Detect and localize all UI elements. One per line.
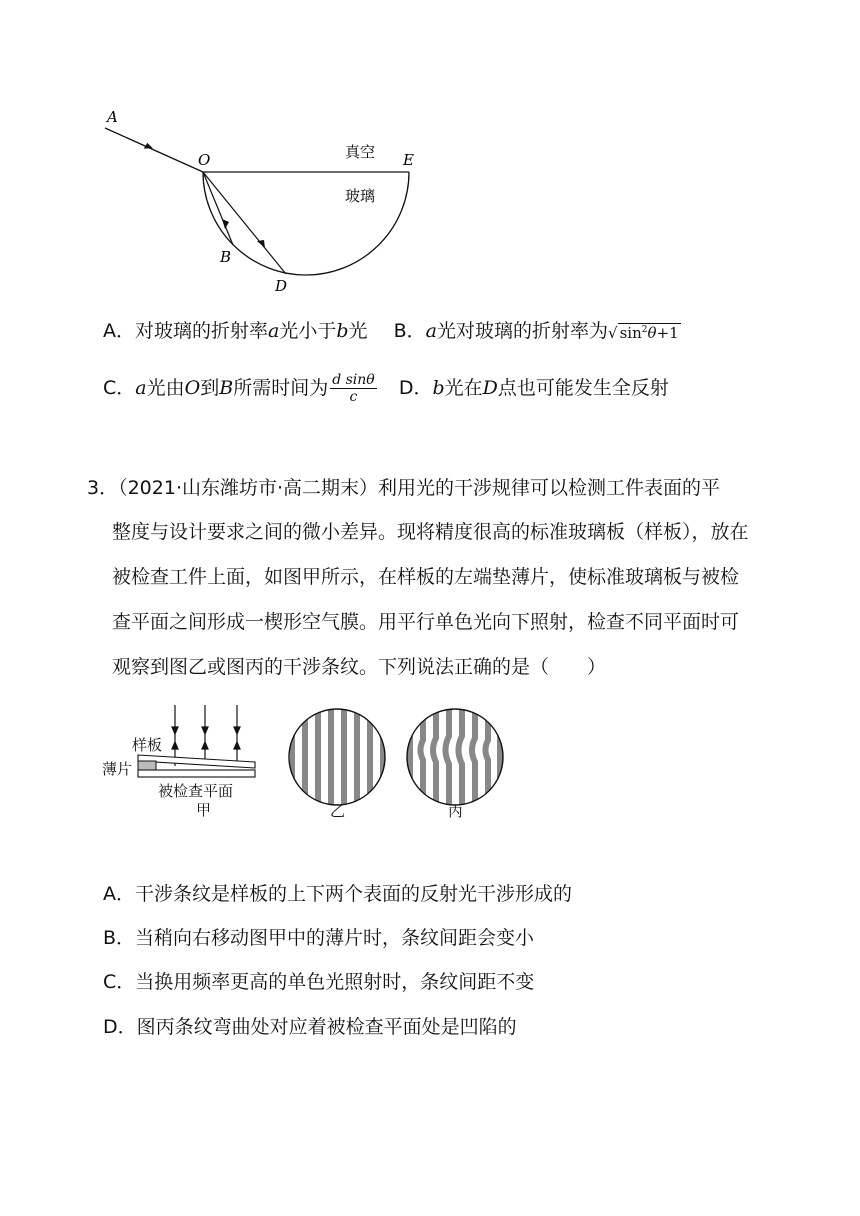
light-arrows <box>172 705 240 766</box>
q3-option-D: D．图丙条纹弯曲处对应着被检查平面处是凹陷的 <box>103 1016 517 1038</box>
q2-A-prefix: A．对玻璃的折射率 <box>103 320 268 342</box>
q2-D-suffix: 点也可能发生全反射 <box>497 377 669 399</box>
q3-option-C: C．当换用频率更高的单色光照射时，条纹间距不变 <box>103 971 535 993</box>
q2-C-denominator: c <box>349 389 358 405</box>
q2-B-prefix: B． <box>393 320 426 342</box>
q2-option-A <box>103 320 368 342</box>
q2-A-mid: 光小于 <box>279 320 337 342</box>
label-yi: 乙 <box>330 802 346 820</box>
ray-to-B <box>203 172 233 245</box>
ray-to-D <box>203 172 286 274</box>
q3-stem-line-4: 查平面之间形成一楔形空气膜。用平行单色光向下照射，检查不同平面时可 <box>112 611 740 633</box>
label-jia: 甲 <box>196 801 212 819</box>
q2-D-b: b <box>432 377 445 399</box>
q2-C-fraction <box>330 372 377 405</box>
q3-stem-line-3: 被检查工件上面，如图甲所示，在样板的左端垫薄片，使标准玻璃板与被检 <box>112 566 740 588</box>
label-vacuum: 真空 <box>345 143 376 161</box>
q2-C-B: B <box>219 377 234 399</box>
q3-option-B: B．当稍向右移动图甲中的薄片时，条纹间距会变小 <box>103 927 535 949</box>
q3-option-A: A．干涉条纹是样板的上下两个表面的反射光干涉形成的 <box>103 883 572 905</box>
q2-B-theta: θ <box>647 324 657 342</box>
ray-B-arrow <box>222 219 229 229</box>
label-bing: 丙 <box>448 802 464 820</box>
inspected-plane <box>138 770 255 777</box>
label-A: A <box>107 108 118 126</box>
q2-C-prefix: C． <box>103 377 136 399</box>
incident-ray <box>105 128 203 172</box>
q3-stem-line-2: 整度与设计要求之间的微小差异。现将精度很高的标准玻璃板（样板），放在 <box>112 521 749 543</box>
q3-stem-line-1: 3．（2021·山东潍坊市·高二期末）利用光的干涉规律可以检测工件表面的平 <box>87 477 721 499</box>
interference-figure <box>100 700 540 825</box>
q2-option-D <box>399 377 669 399</box>
refraction-diagram <box>95 105 425 300</box>
label-sample: 样板 <box>132 736 163 754</box>
q2-option-row-2 <box>103 372 669 405</box>
label-B: B <box>220 248 232 266</box>
label-inspected-plane: 被检查平面 <box>158 782 234 800</box>
label-O: O <box>198 151 211 169</box>
q2-C-O: O <box>184 377 201 399</box>
q2-B-a: a <box>425 320 437 342</box>
ray-D-arrow <box>257 240 265 248</box>
q2-A-a: a <box>268 320 280 342</box>
q2-option-B <box>394 320 681 342</box>
q2-D-D: D <box>482 377 498 399</box>
label-glass: 玻璃 <box>345 187 376 205</box>
label-E: E <box>403 151 414 169</box>
thin-sheet <box>138 761 156 770</box>
q2-B-tail: +1 <box>656 324 679 342</box>
q2-B-sqrt: √ $\sin^2\theta+1$ <box>608 324 679 342</box>
semicircle-arc <box>203 172 409 275</box>
q3-stem-line-5: 观察到图乙或图丙的干涉条纹。下列说法正确的是（ ） <box>112 656 607 678</box>
q2-C-mid2: 到 <box>200 377 220 399</box>
q2-B-sin: sin <box>619 324 642 342</box>
q2-C-a: a <box>135 377 147 399</box>
q2-C-numerator: d sinθ <box>332 372 375 388</box>
q2-B-exp: 2 <box>641 325 648 335</box>
refraction-figure <box>95 105 425 300</box>
q2-option-row-1 <box>103 318 681 345</box>
q2-D-prefix: D． <box>398 377 433 399</box>
q2-A-b: b <box>336 320 349 342</box>
label-D: D <box>275 277 288 295</box>
q2-C-mid1: 光由 <box>146 377 185 399</box>
q2-B-mid: 光对玻璃的折射率为 <box>437 320 609 342</box>
q2-D-mid: 光在 <box>444 377 483 399</box>
interference-diagram <box>100 700 540 825</box>
q2-C-mid3: 所需时间为 <box>233 377 329 399</box>
label-thin-sheet: 薄片 <box>102 760 133 778</box>
q2-A-suffix: 光 <box>348 320 368 342</box>
q2-option-C <box>103 372 379 405</box>
